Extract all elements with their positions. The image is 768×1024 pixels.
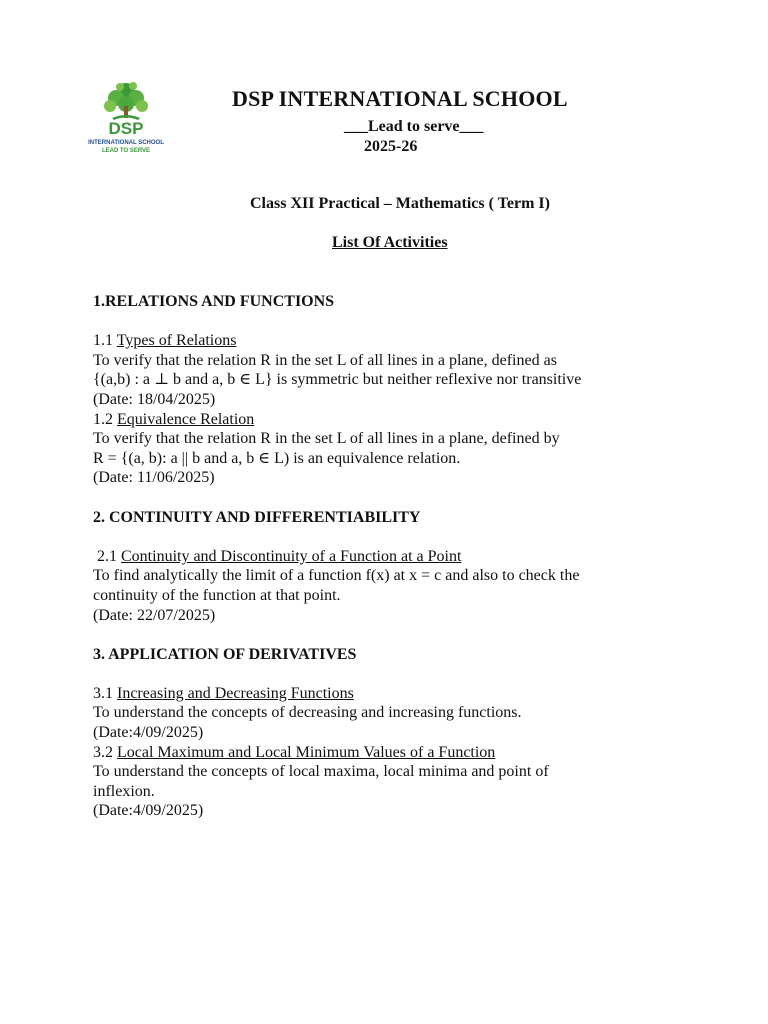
activity-number: 3.2 <box>93 743 117 761</box>
activity-number: 1.1 <box>93 332 117 350</box>
activity-description: inflexion. <box>93 782 155 800</box>
activity-description: To understand the concepts of local maxima, local minima and point of <box>93 763 549 781</box>
activity-date: (Date: 18/04/2025) <box>93 390 216 408</box>
section-heading: 1.RELATIONS AND FUNCTIONS <box>93 293 335 310</box>
activity-number: 1.2 <box>93 410 117 428</box>
tree-icon <box>104 82 148 120</box>
school-motto: ___Lead to serve___ <box>344 118 484 135</box>
spacer <box>93 625 733 645</box>
school-logo-graphic <box>88 78 164 154</box>
activity-heading <box>93 684 733 704</box>
activity-number: 3.1 <box>93 684 117 702</box>
activity-description: To verify that the relation R in the set L of all lines in a plane, defined as <box>93 351 557 369</box>
activity-date: (Date: 11/06/2025) <box>93 469 215 487</box>
activity-description: continuity of the function at that point. <box>93 586 341 604</box>
activity-date: (Date: 22/07/2025) <box>93 606 216 624</box>
activity-description: R = {(a, b): a || b and a, b ∈ L) is an equivalence relation. <box>93 449 461 467</box>
activity-title: Types of Relations <box>116 332 237 350</box>
svg-text:LEAD TO SERVE: LEAD TO SERVE <box>101 148 151 154</box>
section-heading: 2. CONTINUITY AND DIFFERENTIABILITY <box>93 508 421 526</box>
svg-text:DSP: DSP <box>108 119 144 138</box>
academic-year: 2025-26 <box>364 138 418 155</box>
activity-title: Local Maximum and Local Minimum Values of a Function <box>117 743 496 761</box>
school-name: DSP INTERNATIONAL SCHOOL <box>232 86 568 111</box>
activity-title: Continuity and Discontinuity of a Function at a Point <box>121 547 462 565</box>
activity-heading <box>93 331 733 351</box>
activity-description: To find analytically the limit of a function f(x) at x = c and also to check the <box>93 567 580 585</box>
activity-list <box>93 292 733 821</box>
activity-title: Equivalence Relation <box>117 410 255 428</box>
activity-date: (Date:4/09/2025) <box>93 724 204 742</box>
activity-description: {(a,b) : a ⊥ b and a, b ∈ L} is symmetric but neither reflexive nor transitive <box>93 371 582 389</box>
activity-date: (Date:4/09/2025) <box>93 802 204 820</box>
activity-title: Increasing and Decreasing Functions <box>117 684 354 702</box>
activity-description: To understand the concepts of decreasing and increasing functions. <box>93 704 522 722</box>
list-title: List Of Activities <box>332 234 448 251</box>
activity-heading <box>93 547 733 567</box>
activity-number: 2.1 <box>97 547 121 565</box>
section-heading: 3. APPLICATION OF DERIVATIVES <box>93 645 357 663</box>
activity-heading <box>93 743 733 763</box>
svg-text:INTERNATIONAL SCHOOL: INTERNATIONAL SCHOOL <box>88 140 164 146</box>
class-title: Class XII Practical – Mathematics ( Term I) <box>250 195 550 212</box>
school-logo <box>88 78 164 154</box>
activity-description: To verify that the relation R in the set L of all lines in a plane, defined by <box>93 430 560 448</box>
activity-heading <box>93 410 733 430</box>
spacer <box>93 488 733 508</box>
